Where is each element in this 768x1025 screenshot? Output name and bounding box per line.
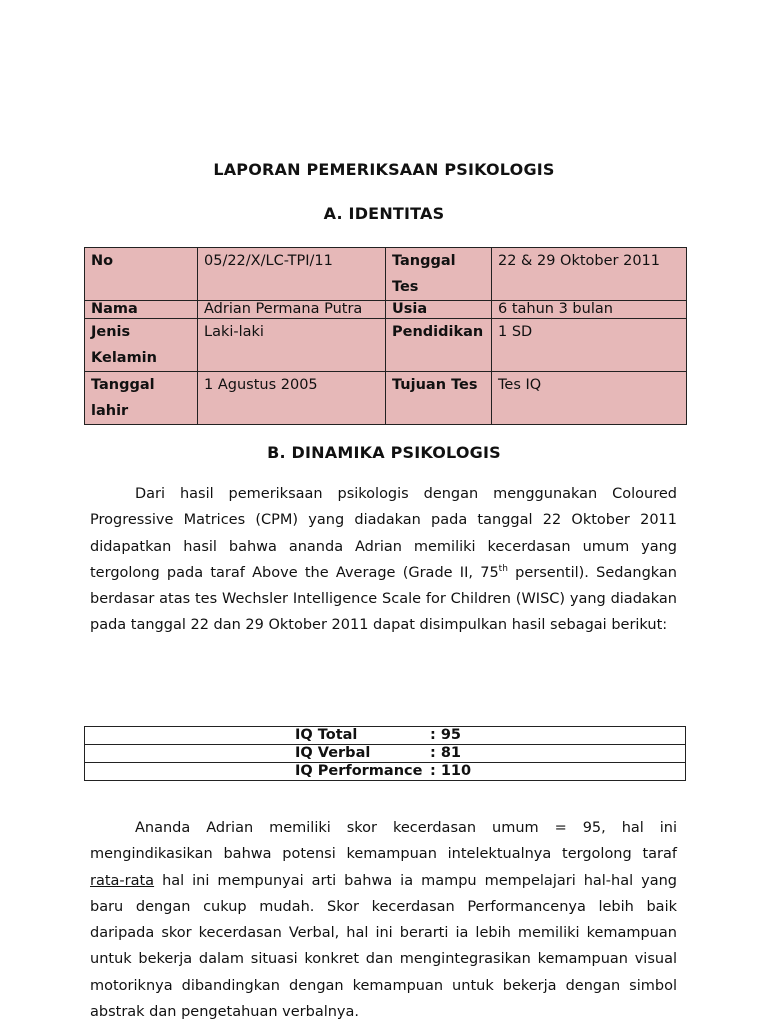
identity-table [84, 247, 687, 425]
identity-label: Tujuan Tes [386, 372, 492, 425]
iq-label: IQ Total [295, 727, 358, 743]
iq-value: : 81 [430, 745, 462, 761]
identity-row [85, 248, 687, 301]
iq-row [85, 727, 686, 745]
identity-label: Jenis Kelamin [85, 319, 198, 372]
identity-row [85, 301, 687, 319]
identity-label: Tanggal Tes [386, 248, 492, 301]
iq-score-table [84, 726, 686, 781]
identity-label: Pendidikan [386, 319, 492, 372]
identity-value: 1 Agustus 2005 [198, 372, 386, 425]
iq-row [85, 745, 686, 763]
identity-label: Usia [386, 301, 492, 319]
section-b-heading: B. DINAMIKA PSIKOLOGIS [267, 443, 501, 462]
iq-value: : 95 [430, 727, 462, 743]
report-title: LAPORAN PEMERIKSAAN PSIKOLOGIS [213, 160, 555, 179]
paragraph-text: persentil). Sedangkan berdasar atas tes Wechsler Intelligence Scale for Children (WISC) yang diadakan pada tanggal 22 dan 29 Oktober 2011 dapat disimpulkan hasil sebagai berikut: [90, 564, 677, 634]
identity-value: 05/22/X/LC-TPI/11 [198, 248, 386, 301]
paragraph-cpm-results [90, 481, 677, 639]
identity-row [85, 372, 687, 425]
underlined-term: rata-rata [90, 872, 155, 889]
paragraph-text: Dari hasil pemeriksaan psikologis dengan menggunakan Coloured Progressive Matrices (CPM) yang diadakan pada tanggal 22 Oktober 2011 didapatkan hasil bahwa ananda Adrian memiliki kecerdasan umum yang tergolong pada taraf Above the Average (Grade II, 75 [90, 486, 677, 581]
iq-label: IQ Verbal [295, 745, 371, 761]
identity-value: 1 SD [492, 319, 687, 372]
identity-row [85, 319, 687, 372]
identity-value: 22 & 29 Oktober 2011 [492, 248, 687, 301]
identity-value: 6 tahun 3 bulan [492, 301, 687, 319]
identity-label: Tanggal lahir [85, 372, 198, 425]
iq-value: : 110 [430, 763, 472, 779]
iq-label: IQ Performance [295, 763, 423, 779]
identity-label: No [85, 248, 198, 301]
superscript-ordinal: th [498, 564, 508, 575]
paragraph-text: Ananda Adrian memiliki skor kecerdasan umum = 95, hal ini mengindikasikan bahwa potensi kemampuan intelektualnya tergolong taraf [90, 820, 677, 863]
paragraph-text: hal ini mempunyai arti bahwa ia mampu mempelajari hal-hal yang baru dengan cukup mudah. Skor kecerdasan Performancenya lebih baik daripada skor kecerdasan Verbal, hal ini berarti ia lebih memiliki kemampuan untuk bekerja dalam situasi konkret dan mengintegrasikan kemampuan visual motoriknya dibandingkan dengan kemampuan untuk bekerja dengan simbol abstrak dan pengetahuan verbalnya. [90, 872, 677, 1021]
identity-value: Laki-laki [198, 319, 386, 372]
iq-row [85, 763, 686, 781]
identity-label: Nama [85, 301, 198, 319]
paragraph-iq-interpretation [90, 815, 677, 1025]
identity-value: Tes IQ [492, 372, 687, 425]
section-a-heading: A. IDENTITAS [323, 204, 445, 223]
identity-value: Adrian Permana Putra [198, 301, 386, 319]
